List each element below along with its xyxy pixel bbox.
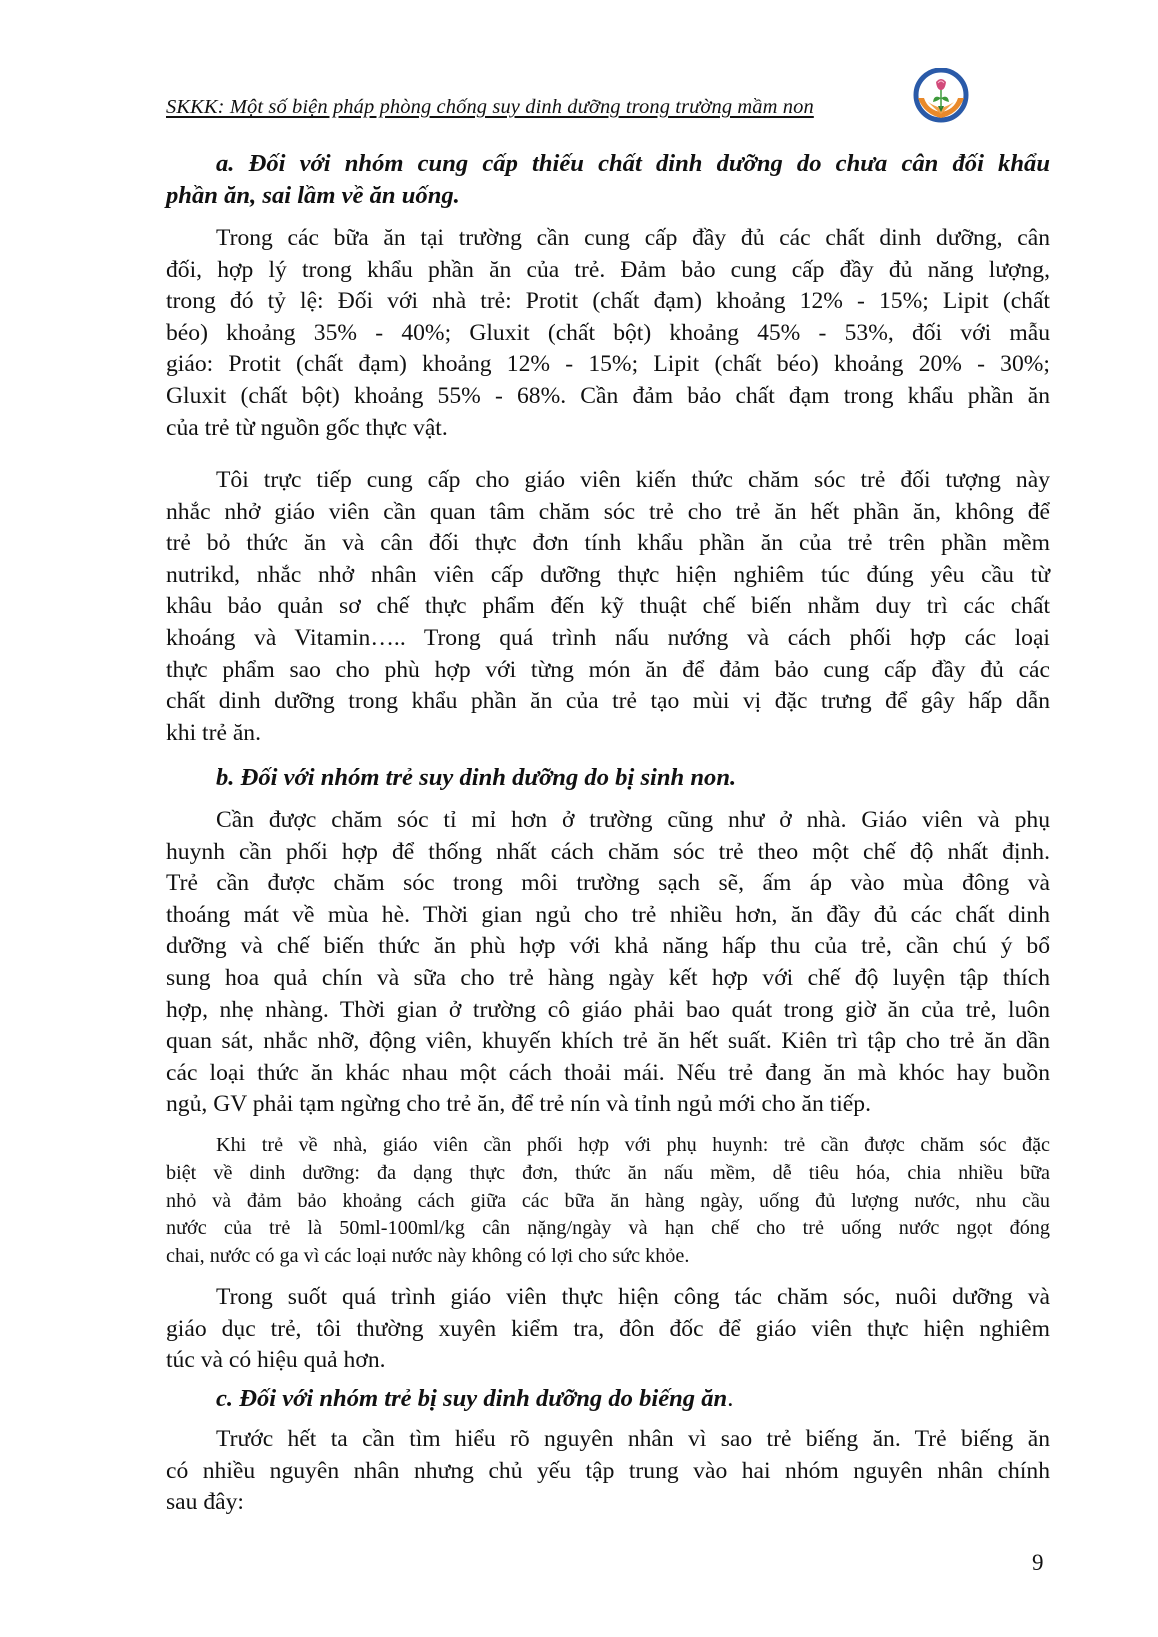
heading-b-line: b. Đối với nhóm trẻ suy dinh dưỡng do bị sinh non. bbox=[216, 764, 737, 791]
paragraph-line: sung hoa quả chín và sữa cho trẻ hàng ngày kết hợp với chế độ luyện tập thích bbox=[166, 964, 1050, 991]
heading-a-line: a. Đối với nhóm cung cấp thiếu chất dinh dưỡng do chưa cân đối khẩu bbox=[216, 150, 1050, 177]
paragraph-line: khâu bảo quản sơ chế thực phẩm đến kỹ thuật chế biến nhằm duy trì các chất bbox=[166, 593, 1050, 620]
heading-a-line: phần ăn, sai lầm về ăn uống. bbox=[166, 181, 460, 209]
paragraph-line: nutrikd, nhắc nhở nhân viên cấp dưỡng thực hiện nghiêm túc đúng yêu cầu từ bbox=[166, 561, 1050, 588]
paragraph-line: Trẻ cần được chăm sóc trong môi trường sạch sẽ, ấm áp vào mùa đông và bbox=[166, 870, 1050, 897]
paragraph-line: chất dinh dưỡng trong khẩu phần ăn của trẻ tạo mùi vị đặc trưng để gây hấp dẫn bbox=[166, 688, 1050, 715]
paragraph-line: trẻ bỏ thức ăn và cân đối thực đơn tính khẩu phần ăn của trẻ trên phần mềm bbox=[166, 530, 1050, 557]
paragraph-line: các loại thức ăn khác nhau một cách thoải mái. Nếu trẻ đang ăn mà khóc hay buồn bbox=[166, 1059, 1050, 1086]
heading-a bbox=[166, 148, 1050, 211]
header-title: SKKK: Một số biện pháp phòng chống suy dinh dưỡng trong trường mầm non bbox=[166, 96, 814, 118]
paragraph-line: huynh cần phối hợp để thống nhất cách chăm sóc trẻ theo một chế độ nhất định. bbox=[166, 838, 1050, 865]
paragraph-b3 bbox=[166, 1282, 1050, 1377]
paragraph-line: đối, hợp lý trong khẩu phần ăn của trẻ. Đảm bảo cung cấp đầy đủ năng lượng, bbox=[166, 256, 1050, 283]
paragraph-b2 bbox=[166, 1132, 1050, 1271]
paragraph-b1 bbox=[166, 805, 1050, 1121]
paragraph-line: khi trẻ ăn. bbox=[166, 719, 261, 746]
school-logo-icon bbox=[912, 68, 970, 126]
paragraph-a2 bbox=[166, 465, 1050, 749]
paragraph-line: quan sát, nhắc nhỡ, động viên, khuyến khích trẻ ăn hết suất. Kiên trì tập cho trẻ ăn dần bbox=[166, 1028, 1050, 1055]
paragraph-line: giáo: Protit (chất đạm) khoảng 12% - 15%; Lipit (chất béo) khoảng 20% - 30%; bbox=[166, 351, 1050, 378]
paragraph-line: nước của trẻ là 50ml-100ml/kg cân nặng/ngày và hạn chế cho trẻ uống nước ngọt đóng bbox=[166, 1217, 1050, 1240]
paragraph-line: Tôi trực tiếp cung cấp cho giáo viên kiến thức chăm sóc trẻ đối tượng này bbox=[216, 467, 1050, 493]
paragraph-line: thoáng mát về mùa hè. Thời gian ngủ cho trẻ nhiều hơn, ăn đầy đủ các chất dinh bbox=[166, 901, 1050, 928]
paragraph-line: ngủ, GV phải tạm ngừng cho trẻ ăn, để trẻ nín và tỉnh ngủ mới cho ăn tiếp. bbox=[166, 1091, 871, 1118]
paragraph-line: túc và có hiệu quả hơn. bbox=[166, 1347, 386, 1374]
paragraph-line: có nhiều nguyên nhân nhưng chủ yếu tập trung vào hai nhóm nguyên nhân chính bbox=[166, 1457, 1050, 1484]
paragraph-line: béo) khoảng 35% - 40%; Gluxit (chất bột) khoảng 45% - 53%, đối với mẫu bbox=[166, 319, 1050, 346]
page-number: 9 bbox=[1032, 1550, 1044, 1575]
paragraph-line: hợp, nhẹ nhàng. Thời gian ở trường cô giáo phải bao quát trong giờ ăn của trẻ, luôn bbox=[166, 996, 1050, 1023]
paragraph-line: Cần được chăm sóc tỉ mỉ hơn ở trường cũng như ở nhà. Giáo viên và phụ bbox=[216, 807, 1050, 833]
paragraph-line: chai, nước có ga vì các loại nước này không có lợi cho sức khỏe. bbox=[166, 1245, 690, 1268]
paragraph-line: sau đây: bbox=[166, 1489, 244, 1516]
heading-c-text: c. Đối với nhóm trẻ bị suy dinh dưỡng do biếng ăn bbox=[216, 1385, 728, 1412]
paragraph-line: Khi trẻ về nhà, giáo viên cần phối hợp với phụ huynh: trẻ cần được chăm sóc đặc bbox=[216, 1134, 1050, 1156]
paragraph-line: nhắc nhở giáo viên cần quan tâm chăm sóc trẻ cho trẻ ăn hết phần ăn, không để bbox=[166, 498, 1050, 525]
heading-c-period: . bbox=[727, 1385, 734, 1412]
paragraph-line: nhỏ và đảm bảo khoảng cách giữa các bữa ăn hàng ngày, uống đủ lượng nước, nhu cầu bbox=[166, 1189, 1050, 1212]
heading-c bbox=[166, 1383, 1050, 1415]
paragraph-line: Trước hết ta cần tìm hiểu rõ nguyên nhân vì sao trẻ biếng ăn. Trẻ biếng ăn bbox=[216, 1426, 1050, 1452]
paragraph-a1 bbox=[166, 223, 1050, 444]
school-logo bbox=[912, 68, 970, 126]
paragraph-line: thực phẩm sao cho phù hợp với từng món ăn để đảm bảo cung cấp đầy đủ các bbox=[166, 656, 1050, 683]
heading-c-line bbox=[166, 1383, 1050, 1415]
paragraph-line: Trong các bữa ăn tại trường cần cung cấp đầy đủ các chất dinh dưỡng, cân bbox=[216, 225, 1050, 251]
paragraph-line: Trong suốt quá trình giáo viên thực hiện công tác chăm sóc, nuôi dưỡng và bbox=[216, 1284, 1050, 1310]
paragraph-line: giáo dục trẻ, tôi thường xuyên kiểm tra, đôn đốc để giáo viên thực hiện nghiêm bbox=[166, 1315, 1050, 1342]
paragraph-line: biệt về dinh dưỡng: đa dạng thực đơn, thức ăn nấu mềm, dễ tiêu hóa, chia nhiều bữa bbox=[166, 1161, 1050, 1184]
paragraph-line: khoáng và Vitamin….. Trong quá trình nấu nướng và cách phối hợp các loại bbox=[166, 624, 1050, 651]
paragraph-c1 bbox=[166, 1424, 1050, 1519]
paragraph-line: Gluxit (chất bột) khoảng 55% - 68%. Cần đảm bảo chất đạm trong khẩu phần ăn bbox=[166, 382, 1050, 409]
heading-b bbox=[166, 762, 1050, 794]
page-header bbox=[166, 96, 901, 126]
paragraph-line: trong đó tỷ lệ: Đối với nhà trẻ: Protit (chất đạm) khoảng 12% - 15%; Lipit (chất bbox=[166, 288, 1050, 315]
paragraph-line: dưỡng và chế biến thức ăn phù hợp với khả năng hấp thu của trẻ, cần chú ý bổ bbox=[166, 933, 1050, 960]
paragraph-line: của trẻ từ nguồn gốc thực vật. bbox=[166, 414, 448, 441]
